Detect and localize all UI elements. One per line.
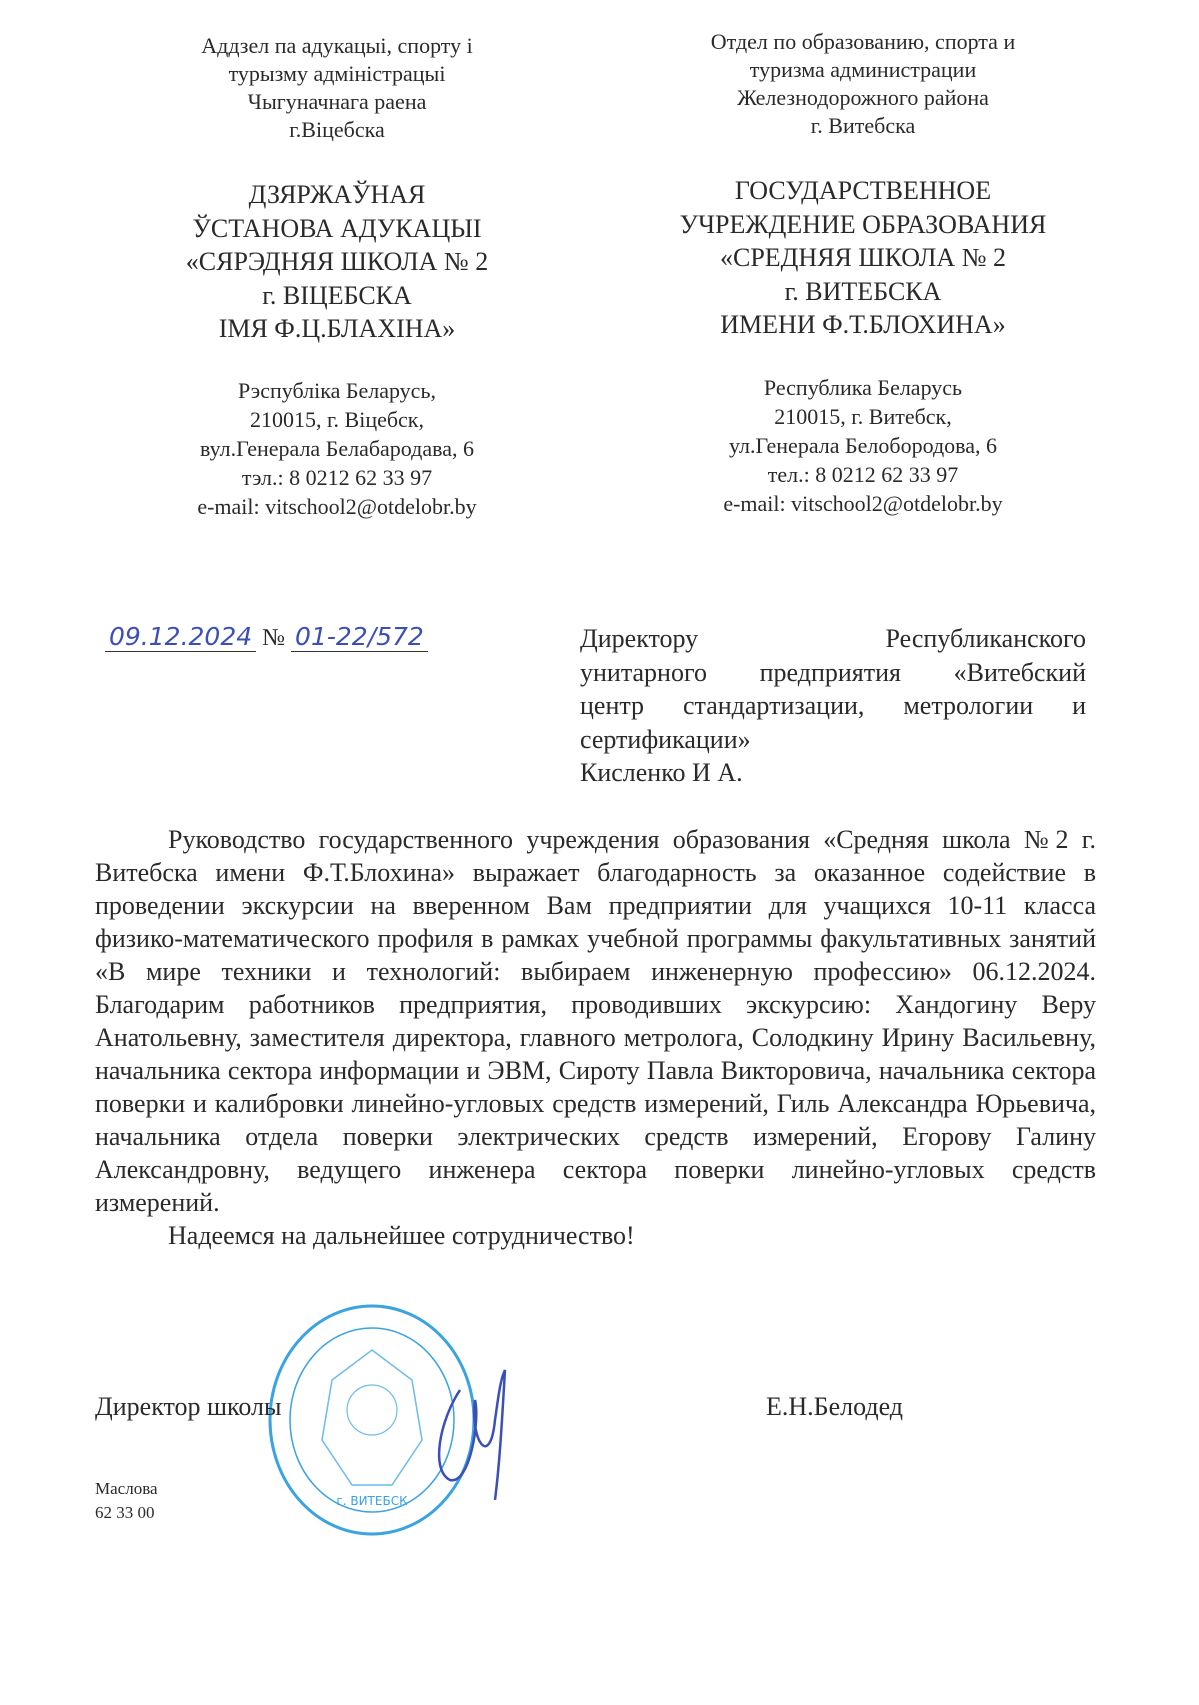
signature-position: Директор школы (95, 1392, 282, 1421)
line: 210015, г. Витебск, (774, 404, 952, 429)
reg-number-label: № (262, 625, 286, 651)
reg-date: 09.12.2024 (105, 622, 256, 652)
line: ИМЕНИ Ф.Т.БЛОХИНА» (720, 310, 1006, 339)
executor (95, 1477, 158, 1525)
line: «СЯРЭДНЯЯ ШКОЛА № 2 (185, 247, 489, 276)
header-by-dept (137, 32, 537, 144)
line: «СРЕДНЯЯ ШКОЛА № 2 (720, 243, 1006, 272)
line: тэл.: 8 0212 62 33 97 (241, 465, 433, 490)
line: сертификации» (580, 724, 751, 754)
stamp-city: г. ВИТЕБСК (336, 1494, 408, 1508)
line: центр стандартизации, метрологии и (580, 691, 1086, 720)
line: Аддзел па адукацыі, спорту і (201, 33, 473, 58)
signature-name: Е.Н.Белодед (766, 1392, 904, 1421)
header-by-title (137, 178, 537, 346)
line: унитарного предприятия «Витебский (580, 657, 1086, 687)
header-ru-title (663, 174, 1063, 342)
registration-line (105, 622, 428, 652)
line: Рэспубліка Беларусь, (238, 378, 436, 403)
paragraph: Надеемся на дальнейшее сотрудничество! (168, 1221, 635, 1250)
line: ГОСУДАРСТВЕННОЕ (734, 176, 992, 205)
line: тел.: 8 0212 62 33 97 (767, 462, 959, 487)
line: ІМЯ Ф.Ц.БЛАХІНА» (218, 314, 456, 343)
line: УЧРЕЖДЕНИЕ ОБРАЗОВАНИЯ (679, 209, 1047, 239)
letter-body (95, 823, 1096, 1252)
line: 210015, г. Віцебск, (249, 407, 424, 432)
line: г. ВІЦЕБСКА (262, 280, 412, 310)
line: туризма администрации (749, 57, 977, 82)
header-ru-address (663, 373, 1063, 518)
line: ул.Генерала Белобородова, 6 (728, 433, 998, 458)
handwritten-signature (420, 1360, 520, 1500)
header-ru-dept (663, 28, 1063, 140)
recipient (580, 622, 1086, 790)
line: г. Витебска (810, 113, 916, 138)
line: вул.Генерала Белабародава, 6 (200, 436, 474, 461)
line: Кисленко И А. (580, 758, 743, 787)
line: турызму адміністрацыі (228, 61, 446, 86)
line: e-mail: vitschool2@otdelobr.by (197, 494, 477, 519)
line: e-mail: vitschool2@otdelobr.by (723, 491, 1003, 516)
line: г.Віцебска (289, 117, 385, 142)
executor-name: Маслова (95, 1479, 158, 1498)
reg-number: 01-22/572 (291, 622, 428, 652)
line: Железнодорожного района (737, 85, 989, 110)
paragraph: Руководство государственного учреждения образования «Средняя школа №2 г. Витебска имени Ф.Т.Блохина» выражает благодарность за оказанное содействие в проведении экскурсии на вверенном Вам предприятии для учащихся 10-11 класса физико-математического профиля в рамках учебной программы факультативных занятий «В мире техники и технологий: выбираем инженерную профессию» 06.12.2024. Благодарим работников предприятия, проводивших экскурсию: Хандогину Веру Анатольевну, заместителя директора, главного метролога, Солодкину Ирину Васильевну, начальника сектора информации и ЭВМ, Сироту Павла Викторовича, начальника сектора поверки и калибровки линейно-угловых средств измерений, Гиль Александра Юрьевича, начальника отдела поверки электрических средств измерений, Егорову Галину Александровну, ведущего инженера сектора поверки линейно-угловых средств измерений. (95, 825, 1096, 1217)
executor-phone: 62 33 00 (95, 1503, 155, 1522)
line: Отдел по образованию, спорта и (710, 29, 1016, 54)
line: г. ВИТЕБСКА (784, 276, 942, 306)
line: Республика Беларусь (763, 375, 963, 400)
header-by-address (137, 376, 537, 521)
line: ЎСТАНОВА АДУКАЦЫІ (192, 213, 482, 243)
line: Чыгуначнага раена (247, 89, 427, 114)
line: ДЗЯРЖАЎНАЯ (248, 180, 426, 209)
line: Директору Республиканского (580, 624, 1086, 653)
